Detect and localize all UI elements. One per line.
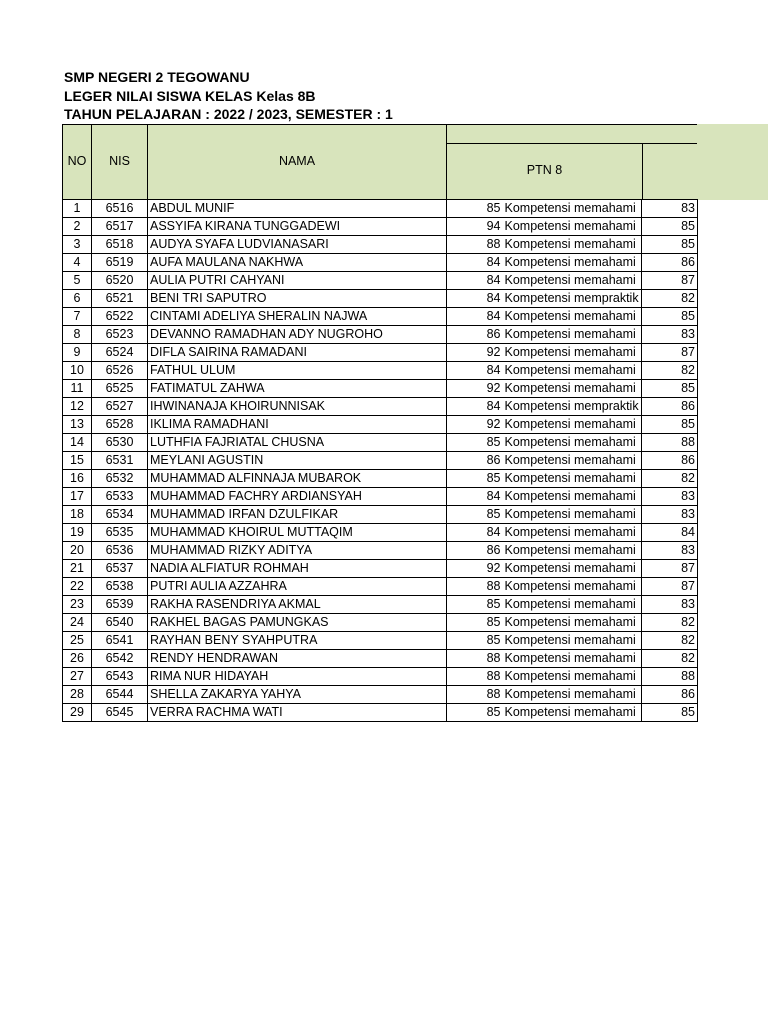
header-nis-label: NIS [109,154,130,168]
row-ptn8-description: Kompetensi memahami [503,668,642,686]
row-nis: 6543 [92,668,148,686]
table-row [63,218,698,236]
row-ptn8-description: Kompetensi memahami [503,470,642,488]
row-ptn8-score: 85 [447,614,503,632]
row-ptn8-description: Kompetensi memahami [503,218,642,236]
row-no: 3 [63,236,92,254]
row-ptn8-description: Kompetensi memahami [503,542,642,560]
row-ptn8-score: 85 [447,434,503,452]
row-ptn8-score: 84 [447,362,503,380]
row-no: 28 [63,686,92,704]
table-row [63,452,698,470]
row-ptn8-score: 85 [447,704,503,722]
row-ptn8-score: 92 [447,560,503,578]
row-nis: 6528 [92,416,148,434]
row-name: RAKHEL BAGAS PAMUNGKAS [148,614,447,632]
header-no [62,124,91,200]
row-next-score: 85 [642,218,698,236]
row-nis: 6541 [92,632,148,650]
row-ptn8-score: 84 [447,254,503,272]
table-row [63,398,698,416]
row-ptn8-description: Kompetensi memahami [503,308,642,326]
row-name: FATIMATUL ZAHWA [148,380,447,398]
row-nis: 6542 [92,650,148,668]
row-no: 14 [63,434,92,452]
table-row [63,488,698,506]
table-row [63,614,698,632]
row-name: IHWINANAJA KHOIRUNNISAK [148,398,447,416]
row-ptn8-score: 84 [447,488,503,506]
row-no: 13 [63,416,92,434]
row-ptn8-description: Kompetensi memahami [503,632,642,650]
table-row [63,506,698,524]
row-name: RENDY HENDRAWAN [148,650,447,668]
table-row [63,632,698,650]
row-name: MUHAMMAD RIZKY ADITYA [148,542,447,560]
row-ptn8-score: 85 [447,632,503,650]
table-row [63,236,698,254]
row-ptn8-description: Kompetensi memahami [503,326,642,344]
row-ptn8-score: 84 [447,524,503,542]
row-name: MUHAMMAD FACHRY ARDIANSYAH [148,488,447,506]
row-name: MUHAMMAD ALFINNAJA MUBAROK [148,470,447,488]
table-row [63,596,698,614]
row-next-score: 86 [642,686,698,704]
row-no: 16 [63,470,92,488]
row-no: 8 [63,326,92,344]
row-no: 12 [63,398,92,416]
row-next-score: 85 [642,380,698,398]
row-ptn8-description: Kompetensi memahami [503,578,642,596]
row-name: RAKHA RASENDRIYA AKMAL [148,596,447,614]
header-ptn8-label: PTN 8 [526,163,563,177]
row-ptn8-score: 86 [447,542,503,560]
row-nis: 6536 [92,542,148,560]
row-ptn8-score: 92 [447,416,503,434]
row-no: 22 [63,578,92,596]
row-next-score: 86 [642,398,698,416]
row-nis: 6524 [92,344,148,362]
row-next-score: 82 [642,362,698,380]
table-row [63,290,698,308]
table-row [63,560,698,578]
row-name: VERRA RACHMA WATI [148,704,447,722]
row-nis: 6519 [92,254,148,272]
row-name: AUDYA SYAFA LUDVIANASARI [148,236,447,254]
row-next-score: 83 [642,596,698,614]
row-no: 20 [63,542,92,560]
row-nis: 6522 [92,308,148,326]
row-name: MUHAMMAD KHOIRUL MUTTAQIM [148,524,447,542]
row-nis: 6525 [92,380,148,398]
row-next-score: 83 [642,326,698,344]
row-ptn8-description: Kompetensi memahami [503,344,642,362]
row-next-score: 83 [642,542,698,560]
row-nis: 6516 [92,200,148,218]
row-name: LUTHFIA FAJRIATAL CHUSNA [148,434,447,452]
row-no: 9 [63,344,92,362]
row-no: 11 [63,380,92,398]
header-top-border [62,124,697,125]
row-next-score: 85 [642,308,698,326]
table-row [63,704,698,722]
row-ptn8-description: Kompetensi memahami [503,488,642,506]
row-no: 1 [63,200,92,218]
table-row [63,200,698,218]
row-no: 29 [63,704,92,722]
row-next-score: 86 [642,452,698,470]
grades-table [62,199,698,722]
row-ptn8-score: 92 [447,344,503,362]
row-nis: 6526 [92,362,148,380]
row-next-score: 82 [642,470,698,488]
row-no: 4 [63,254,92,272]
table-row [63,416,698,434]
row-next-score: 87 [642,578,698,596]
report-title-block [64,68,393,124]
row-next-score: 87 [642,560,698,578]
row-ptn8-score: 84 [447,398,503,416]
row-ptn8-score: 92 [447,380,503,398]
row-name: DEVANNO RAMADHAN ADY NUGROHO [148,326,447,344]
row-ptn8-score: 85 [447,596,503,614]
row-name: AUFA MAULANA NAKHWA [148,254,447,272]
row-ptn8-description: Kompetensi memahami [503,236,642,254]
row-ptn8-description: Kompetensi mempraktik [503,290,642,308]
table-row [63,650,698,668]
row-ptn8-score: 88 [447,668,503,686]
row-name: PUTRI AULIA AZZAHRA [148,578,447,596]
row-ptn8-description: Kompetensi memahami [503,596,642,614]
row-name: SHELLA ZAKARYA YAHYA [148,686,447,704]
row-next-score: 82 [642,632,698,650]
row-name: MEYLANI AGUSTIN [148,452,447,470]
table-row [63,434,698,452]
report-title: LEGER NILAI SISWA KELAS Kelas 8B [64,87,316,104]
header-next-subject [642,143,697,200]
header-nis [91,124,147,200]
row-name: IKLIMA RAMADHANI [148,416,447,434]
row-ptn8-score: 85 [447,506,503,524]
row-ptn8-description: Kompetensi memahami [503,704,642,722]
table-row [63,686,698,704]
row-next-score: 84 [642,524,698,542]
row-name: RIMA NUR HIDAYAH [148,668,447,686]
row-ptn8-score: 86 [447,452,503,470]
row-ptn8-score: 86 [447,326,503,344]
row-no: 23 [63,596,92,614]
academic-year: TAHUN PELAJARAN : 2022 / 2023, SEMESTER : 1 [64,106,393,122]
row-next-score: 88 [642,434,698,452]
row-no: 24 [63,614,92,632]
row-next-score: 83 [642,200,698,218]
table-row [63,272,698,290]
row-ptn8-score: 88 [447,650,503,668]
row-next-score: 82 [642,614,698,632]
row-ptn8-description: Kompetensi memahami [503,560,642,578]
row-no: 27 [63,668,92,686]
row-ptn8-description: Kompetensi memahami [503,650,642,668]
row-name: BENI TRI SAPUTRO [148,290,447,308]
row-ptn8-score: 84 [447,308,503,326]
row-ptn8-description: Kompetensi memahami [503,434,642,452]
header-nama [147,124,446,200]
row-ptn8-description: Kompetensi memahami [503,254,642,272]
row-no: 18 [63,506,92,524]
table-row [63,668,698,686]
header-subject-group [446,124,697,144]
header-subject-ptn8 [446,143,642,200]
row-next-score: 85 [642,416,698,434]
row-ptn8-description: Kompetensi mempraktik [503,398,642,416]
header-no-label: NO [67,154,87,168]
row-nis: 6538 [92,578,148,596]
table-row [63,308,698,326]
row-name: DIFLA SAIRINA RAMADANI [148,344,447,362]
row-ptn8-score: 88 [447,236,503,254]
row-nis: 6533 [92,488,148,506]
row-next-score: 86 [642,254,698,272]
row-name: ABDUL MUNIF [148,200,447,218]
row-next-score: 85 [642,704,698,722]
row-ptn8-score: 94 [447,218,503,236]
row-nis: 6521 [92,290,148,308]
row-ptn8-description: Kompetensi memahami [503,614,642,632]
table-row [63,326,698,344]
row-ptn8-description: Kompetensi memahami [503,506,642,524]
row-ptn8-description: Kompetensi memahami [503,362,642,380]
row-nis: 6545 [92,704,148,722]
row-next-score: 83 [642,488,698,506]
header-subgroup-border [446,143,697,144]
row-no: 19 [63,524,92,542]
row-name: ASSYIFA KIRANA TUNGGADEWI [148,218,447,236]
row-ptn8-score: 85 [447,470,503,488]
row-nis: 6530 [92,434,148,452]
row-nis: 6535 [92,524,148,542]
row-nis: 6527 [92,398,148,416]
row-no: 10 [63,362,92,380]
row-no: 17 [63,488,92,506]
row-ptn8-description: Kompetensi memahami [503,452,642,470]
row-no: 2 [63,218,92,236]
row-ptn8-score: 88 [447,578,503,596]
row-ptn8-description: Kompetensi memahami [503,686,642,704]
row-no: 5 [63,272,92,290]
row-nis: 6532 [92,470,148,488]
row-no: 7 [63,308,92,326]
table-row [63,254,698,272]
row-no: 21 [63,560,92,578]
row-ptn8-score: 84 [447,272,503,290]
row-name: NADIA ALFIATUR ROHMAH [148,560,447,578]
row-no: 26 [63,650,92,668]
school-name: SMP NEGERI 2 TEGOWANU [64,69,250,85]
row-nis: 6537 [92,560,148,578]
row-nis: 6531 [92,452,148,470]
row-ptn8-description: Kompetensi memahami [503,380,642,398]
row-ptn8-description: Kompetensi memahami [503,200,642,218]
row-nis: 6544 [92,686,148,704]
row-next-score: 88 [642,668,698,686]
row-nis: 6520 [92,272,148,290]
row-ptn8-score: 85 [447,200,503,218]
header-overflow-fill [697,124,768,200]
row-next-score: 83 [642,506,698,524]
row-name: FATHUL ULUM [148,362,447,380]
row-ptn8-score: 88 [447,686,503,704]
row-nis: 6539 [92,596,148,614]
row-next-score: 82 [642,650,698,668]
row-no: 25 [63,632,92,650]
row-nis: 6518 [92,236,148,254]
row-next-score: 87 [642,272,698,290]
row-ptn8-score: 84 [447,290,503,308]
row-nis: 6540 [92,614,148,632]
row-name: AULIA PUTRI CAHYANI [148,272,447,290]
row-no: 15 [63,452,92,470]
table-row [63,344,698,362]
grades-table-body [63,200,698,722]
row-nis: 6517 [92,218,148,236]
row-no: 6 [63,290,92,308]
row-ptn8-description: Kompetensi memahami [503,524,642,542]
row-ptn8-description: Kompetensi memahami [503,272,642,290]
row-nis: 6534 [92,506,148,524]
table-row [63,380,698,398]
table-row [63,542,698,560]
row-name: RAYHAN BENY SYAHPUTRA [148,632,447,650]
row-name: CINTAMI ADELIYA SHERALIN NAJWA [148,308,447,326]
table-row [63,470,698,488]
row-name: MUHAMMAD IRFAN DZULFIKAR [148,506,447,524]
table-row [63,362,698,380]
header-nama-label: NAMA [278,154,316,168]
row-next-score: 85 [642,236,698,254]
table-row [63,524,698,542]
table-row [63,578,698,596]
row-nis: 6523 [92,326,148,344]
row-ptn8-description: Kompetensi memahami [503,416,642,434]
row-next-score: 82 [642,290,698,308]
row-next-score: 87 [642,344,698,362]
